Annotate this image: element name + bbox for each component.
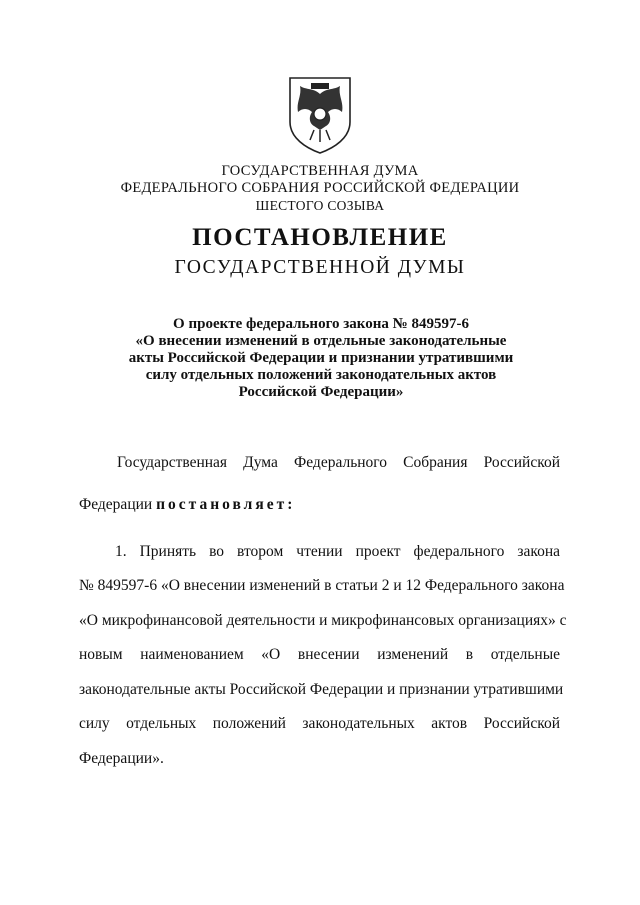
subject-line: «О внесении изменений в отдельные законодательные bbox=[135, 333, 507, 349]
header-line-federal-assembly: ФЕДЕРАЛЬНОГО СОБРАНИЯ РОССИЙСКОЙ ФЕДЕРАЦИИ bbox=[120, 180, 520, 196]
document-subject bbox=[96, 316, 546, 401]
item-line: «О микрофинансовой деятельности и микрофинансовых организациях» с bbox=[79, 612, 567, 629]
item-line: Федерации». bbox=[79, 750, 164, 767]
header-line-duma: ГОСУДАРСТВЕННАЯ ДУМА bbox=[221, 163, 419, 179]
preamble-text: Федерации bbox=[79, 496, 157, 513]
item-line: новым наименованием «О внесении изменений в отдельные bbox=[79, 646, 560, 663]
resolves-word: постановляет: bbox=[156, 496, 296, 513]
document-subtitle: ГОСУДАРСТВЕННОЙ ДУМЫ bbox=[174, 257, 466, 278]
document-title: ПОСТАНОВЛЕНИЕ bbox=[192, 224, 448, 251]
subject-line: О проекте федерального закона № 849597-6 bbox=[173, 316, 469, 332]
item-line: законодательные акты Российской Федерации и признании утратившими bbox=[79, 681, 564, 698]
item-line: № 849597-6 «О внесении изменений в статьи 2 и 12 Федерального закона bbox=[79, 577, 565, 594]
header-line-convocation: ШЕСТОГО СОЗЫВА bbox=[255, 198, 385, 213]
item-line: силу отдельных положений законодательных актов Российской bbox=[79, 715, 560, 732]
subject-line: силу отдельных положений законодательных актов bbox=[145, 367, 497, 383]
preamble-line bbox=[79, 496, 560, 514]
coat-of-arms-emblem-icon bbox=[284, 74, 356, 156]
subject-line: акты Российской Федерации и признании утратившими bbox=[128, 350, 514, 366]
subject-line: Российской Федерации» bbox=[238, 384, 404, 400]
item-line: 1. Принять во втором чтении проект федерального закона bbox=[115, 543, 560, 560]
preamble-line: Государственная Дума Федерального Собрания Российской bbox=[117, 454, 560, 471]
